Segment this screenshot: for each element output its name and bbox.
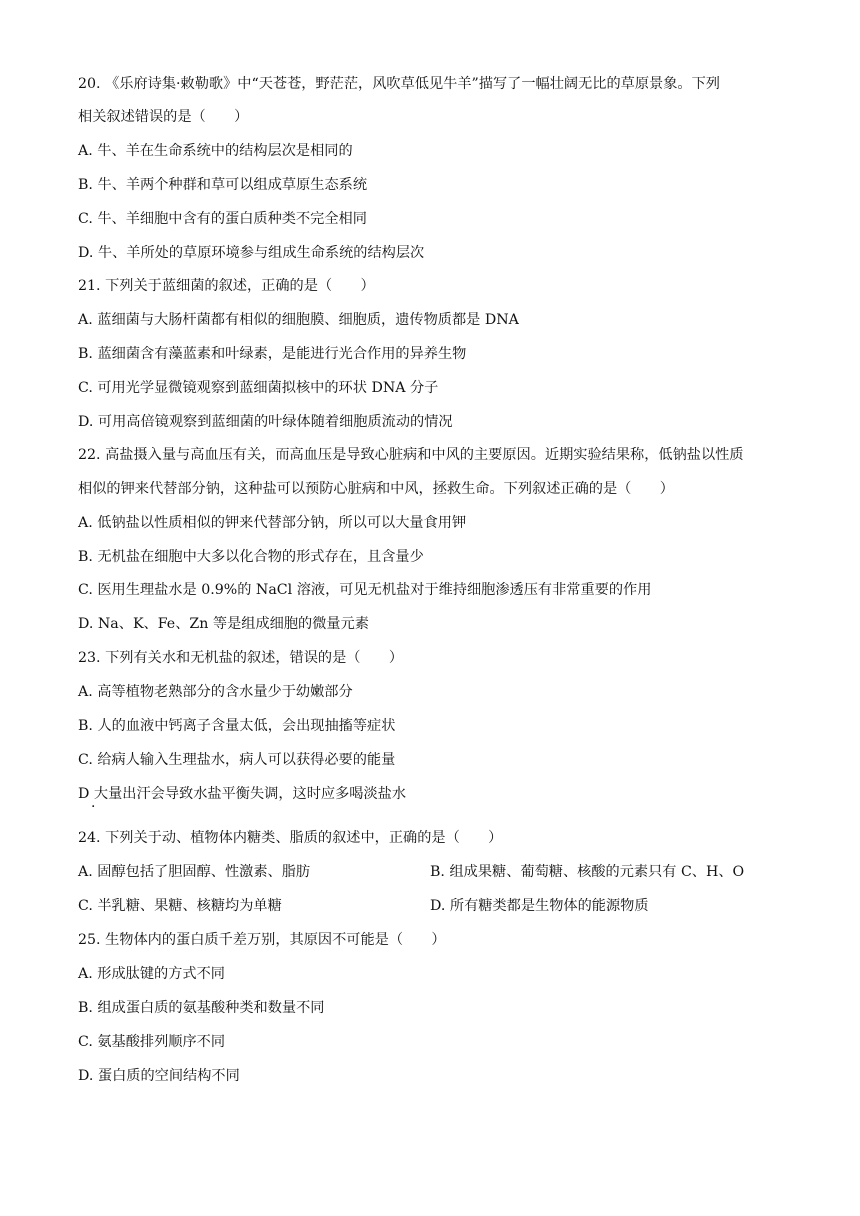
q23-option-a: A. 高等植物老熟部分的含水量少于幼嫩部分 <box>78 684 353 700</box>
q23-option-d: D 大量出汗会导致水盐平衡失调，这时应多喝淡盐水 <box>78 786 407 802</box>
q24-stem: 24. 下列关于动、植物体内糖类、脂质的叙述中，正确的是（ ） <box>78 830 503 846</box>
q25-option-c: C. 氨基酸排列顺序不同 <box>78 1034 226 1050</box>
q25-option-a: A. 形成肽键的方式不同 <box>78 966 225 982</box>
q22-option-b: B. 无机盐在细胞中大多以化合物的形式存在，且含量少 <box>78 549 424 565</box>
q21-option-d: D. 可用高倍镜观察到蓝细菌的叶绿体随着细胞质流动的情况 <box>78 414 453 430</box>
q25-option-b: B. 组成蛋白质的氨基酸种类和数量不同 <box>78 1000 325 1016</box>
q20-option-a: A. 牛、羊在生命系统中的结构层次是相同的 <box>78 143 353 159</box>
q24-option-d: D. 所有糖类都是生物体的能源物质 <box>430 898 649 914</box>
q20-option-b: B. 牛、羊两个种群和草可以组成草原生态系统 <box>78 177 368 193</box>
q24-option-c: C. 半乳糖、果糖、核糖均为单糖 <box>78 898 282 914</box>
q23-option-c: C. 给病人输入生理盐水，病人可以获得必要的能量 <box>78 752 396 768</box>
stray-dot-mark: · <box>91 799 96 815</box>
q20-stem-line-1: 20. 《乐府诗集·敕勒歌》中“天苍苍，野茫茫，风吹草低见牛羊”描写了一幅壮阔无比的草原景象。下列 <box>78 76 720 92</box>
q20-stem-line-2: 相关叙述错误的是（ ） <box>78 109 249 125</box>
q21-option-c: C. 可用光学显微镜观察到蓝细菌拟核中的环状 DNA 分子 <box>78 380 439 396</box>
q22-option-c: C. 医用生理盐水是 0.9%的 NaCl 溶液，可见无机盐对于维持细胞渗透压有非常重要的作用 <box>78 582 652 598</box>
q23-stem: 23. 下列有关水和无机盐的叙述，错误的是（ ） <box>78 650 404 666</box>
q25-option-d: D. 蛋白质的空间结构不同 <box>78 1068 240 1084</box>
q24-option-b: B. 组成果糖、葡萄糖、核酸的元素只有 C、H、O <box>430 864 745 880</box>
q22-stem-line-2: 相似的钾来代替部分钠，这种盐可以预防心脏病和中风，拯救生命。下列叙述正确的是（ ） <box>78 481 674 497</box>
q22-option-d: D. Na、K、Fe、Zn 等是组成细胞的微量元素 <box>78 616 369 632</box>
q22-stem-line-1: 22. 高盐摄入量与高血压有关，而高血压是导致心脏病和中风的主要原因。近期实验结果称，低钠盐以性质 <box>78 447 744 463</box>
q23-option-b: B. 人的血液中钙离子含量太低，会出现抽搐等症状 <box>78 718 396 734</box>
q20-option-c: C. 牛、羊细胞中含有的蛋白质种类不完全相同 <box>78 211 367 227</box>
q21-option-a: A. 蓝细菌与大肠杆菌都有相似的细胞膜、细胞质，遗传物质都是 DNA <box>78 312 519 328</box>
q25-stem: 25. 生物体内的蛋白质千差万别，其原因不可能是（ ） <box>78 932 446 948</box>
q21-option-b: B. 蓝细菌含有藻蓝素和叶绿素，是能进行光合作用的异养生物 <box>78 346 467 362</box>
q21-stem: 21. 下列关于蓝细菌的叙述，正确的是（ ） <box>78 278 375 294</box>
q24-option-a: A. 固醇包括了胆固醇、性激素、脂肪 <box>78 864 311 880</box>
q22-option-a: A. 低钠盐以性质相似的钾来代替部分钠，所以可以大量食用钾 <box>78 515 467 531</box>
q20-option-d: D. 牛、羊所处的草原环境参与组成生命系统的结构层次 <box>78 245 425 261</box>
